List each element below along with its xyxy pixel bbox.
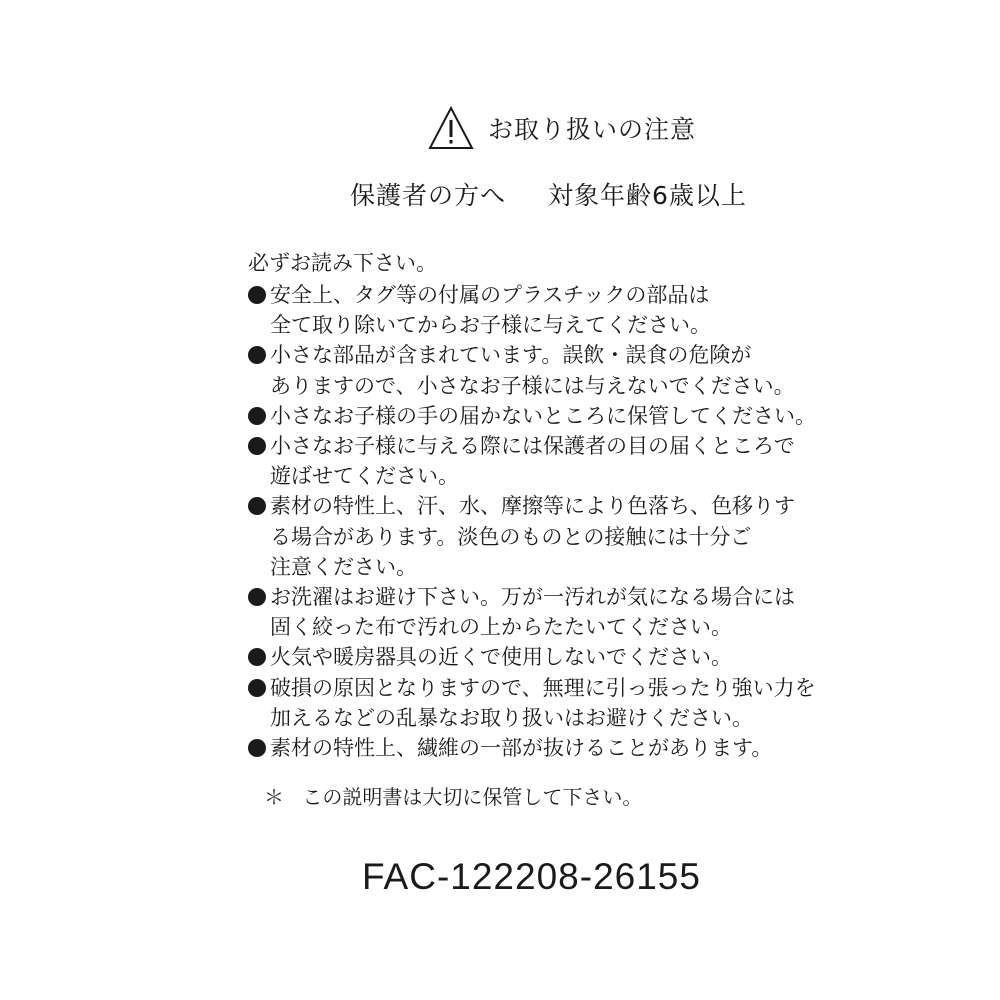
notice-item: 小さなお子様の手の届かないところに保管してください。 [246, 401, 816, 431]
footnote-text: この説明書は大切に保管して下さい。 [302, 785, 643, 809]
notice-item: 小さな部品が含まれています。誤飲・誤食の危険が ありますので、小さなお子様には与えないでください。 [246, 340, 816, 400]
page-title: お取り扱いの注意 [488, 115, 697, 144]
footnote [264, 782, 642, 812]
notice-item: 小さなお子様に与える際には保護者の目の届くところで 遊ばせてください。 [246, 431, 816, 491]
audience-target: 保護者の方へ [350, 181, 507, 210]
notice-item: 素材の特性上、汗、水、摩擦等により色落ち、色移りす る場合があります。淡色のものとの接触には十分ご 注意ください。 [246, 491, 816, 582]
age-recommendation: 対象年齢6歳以上 [548, 181, 747, 210]
notice-item: 安全上、タグ等の付属のプラスチックの部品は 全て取り除いてからお子様に与えてください。 [246, 280, 816, 340]
notice-item: お洗濯はお避け下さい。万が一汚れが気になる場合には 固く絞った布で汚れの上からたたいてください。 [246, 582, 816, 642]
notice-item: 素材の特性上、繊維の一部が抜けることがあります。 [246, 733, 816, 763]
notice-item: 破損の原因となりますので、無理に引っ張ったり強い力を 加えるなどの乱暴なお取り扱いはお避けください。 [246, 673, 816, 733]
asterisk-mark: ＊ [264, 785, 284, 809]
intro-text: 必ずお読み下さい。 [248, 251, 437, 275]
warning-triangle-icon [428, 106, 474, 150]
product-code: FAC-122208-26155 [362, 856, 701, 897]
notice-list [246, 280, 816, 763]
audience-row [350, 174, 747, 214]
notice-item: 火気や暖房器具の近くで使用しないでください。 [246, 642, 816, 672]
title-row [428, 103, 696, 153]
